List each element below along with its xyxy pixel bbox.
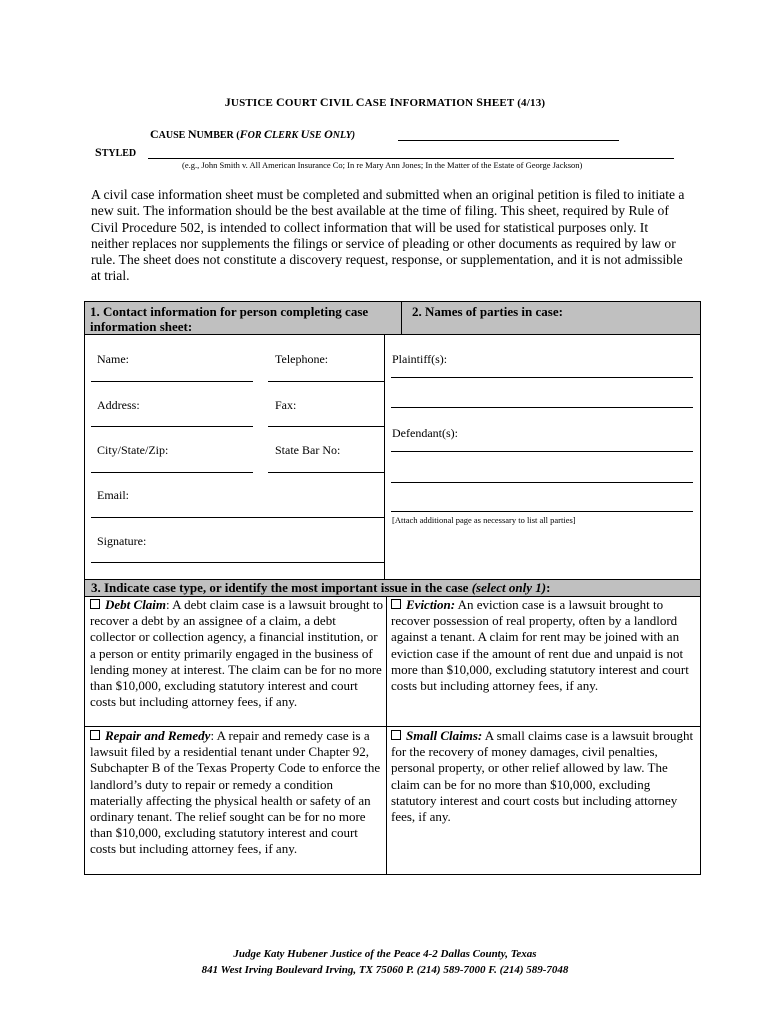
state-bar-field[interactable] bbox=[268, 472, 384, 473]
section-2-header: 2. Names of parties in case: bbox=[402, 302, 700, 334]
defendants-field-2[interactable] bbox=[391, 482, 693, 483]
repair-remedy-option[interactable]: Repair and Remedy: A repair and remedy case is a lawsuit filed by a residential tenant under Chapter 92, Subchapter B of the Texas Property Code to enforce the landlord’s duty to repair or remedy a condition materially affecting the physical health or safety of an ordinary tenant. The relief sought can be for no more than $10,000, excluding statutory interest and court costs but including attorney fees, if any. bbox=[90, 728, 381, 857]
form-title: JUSTICE COURT CIVIL CASE INFORMATION SHEET (4/13) bbox=[224, 95, 546, 109]
footer-line-2: 841 West Irving Boulevard Irving, TX 75060 P. (214) 589-7000 F. (214) 589-7048 bbox=[201, 964, 569, 976]
small-claims-checkbox[interactable] bbox=[391, 730, 401, 740]
section-3-header: 3. Indicate case type, or identify the most important issue in the case (select only 1): bbox=[85, 580, 700, 596]
name-field[interactable] bbox=[91, 381, 253, 382]
intro-paragraph: A civil case information sheet must be completed and submitted when an original petition is filed to initiate a new suit. The information should be the best available at the time of filing. This sheet, required by Rule of Civil Procedure 502, is intended to collect information that will be used for statistical purposes only. It neither replaces nor supplements the filings or service of pleading or other documents as required by law or rule. The sheet does not constitute a discovery request, response, or supplementation, and it is not admissible at trial. bbox=[91, 187, 685, 284]
styled-field[interactable] bbox=[148, 158, 674, 159]
case-type-row-rule bbox=[85, 726, 700, 727]
city-state-zip-label: City/State/Zip: bbox=[97, 443, 169, 457]
defendants-field-3[interactable] bbox=[391, 511, 693, 512]
footer-line-1: Judge Katy Hubener Justice of the Peace 4-2 Dallas County, Texas bbox=[233, 948, 537, 960]
header-rule bbox=[85, 334, 700, 335]
styled-label: STYLED bbox=[95, 145, 137, 159]
address-label: Address: bbox=[97, 398, 140, 412]
plaintiffs-field-2[interactable] bbox=[391, 407, 693, 408]
attach-note: [Attach additional page as necessary to list all parties] bbox=[392, 515, 576, 525]
signature-label: Signature: bbox=[97, 534, 147, 548]
plaintiffs-label: Plaintiff(s): bbox=[392, 352, 448, 366]
defendants-label: Defendant(s): bbox=[392, 426, 458, 440]
plaintiffs-field-1[interactable] bbox=[391, 377, 693, 378]
cause-number-field[interactable] bbox=[398, 140, 619, 141]
small-claims-option[interactable]: Small Claims: A small claims case is a lawsuit brought for the recovery of money damages, civil penalties, personal property, or other relief allowed by law. The claim can be for no more than $10,000, excluding statutory interest and court costs but including attorney fees, if any. bbox=[391, 728, 694, 825]
telephone-field[interactable] bbox=[268, 381, 384, 382]
address-field[interactable] bbox=[91, 426, 253, 427]
email-field[interactable] bbox=[91, 517, 384, 518]
case-type-divider bbox=[386, 597, 387, 874]
signature-field[interactable] bbox=[91, 562, 384, 563]
email-label: Email: bbox=[97, 488, 129, 502]
eviction-option[interactable]: Eviction: An eviction case is a lawsuit brought to recover possession of real property, often by a landlord against a tenant. A claim for rent may be joined with an eviction case if the amount of rent due and unpaid is not more than $10,000, excluding statutory interest and court costs but including attorney fees, if any. bbox=[391, 597, 689, 694]
debt-claim-option[interactable]: Debt Claim: A debt claim case is a lawsuit brought to recover a debt by an assignee of a claim, a debt collector or collection agency, a financial institution, or a person or entity primarily engaged in the business of lending money at interest. The claim can be for no more than $10,000, excluding statutory interest and court costs but including attorney fees, if any. bbox=[90, 597, 384, 710]
state-bar-label: State Bar No: bbox=[275, 443, 341, 457]
column-divider bbox=[384, 335, 385, 580]
styled-example: (e.g., John Smith v. All American Insurance Co; In re Mary Ann Jones; In the Matter of the Estate of George Jackson) bbox=[182, 160, 583, 170]
name-label: Name: bbox=[97, 352, 129, 366]
debt-claim-checkbox[interactable] bbox=[90, 599, 100, 609]
defendants-field-1[interactable] bbox=[391, 451, 693, 452]
fax-field[interactable] bbox=[268, 426, 384, 427]
fax-label: Fax: bbox=[275, 398, 297, 412]
telephone-label: Telephone: bbox=[275, 352, 329, 366]
eviction-checkbox[interactable] bbox=[391, 599, 401, 609]
city-state-zip-field[interactable] bbox=[91, 472, 253, 473]
cause-number-label: CAUSE NUMBER (FOR CLERK USE ONLY) bbox=[150, 127, 356, 141]
repair-remedy-checkbox[interactable] bbox=[90, 730, 100, 740]
section-1-header: 1. Contact information for person completing case information sheet: bbox=[85, 302, 401, 334]
